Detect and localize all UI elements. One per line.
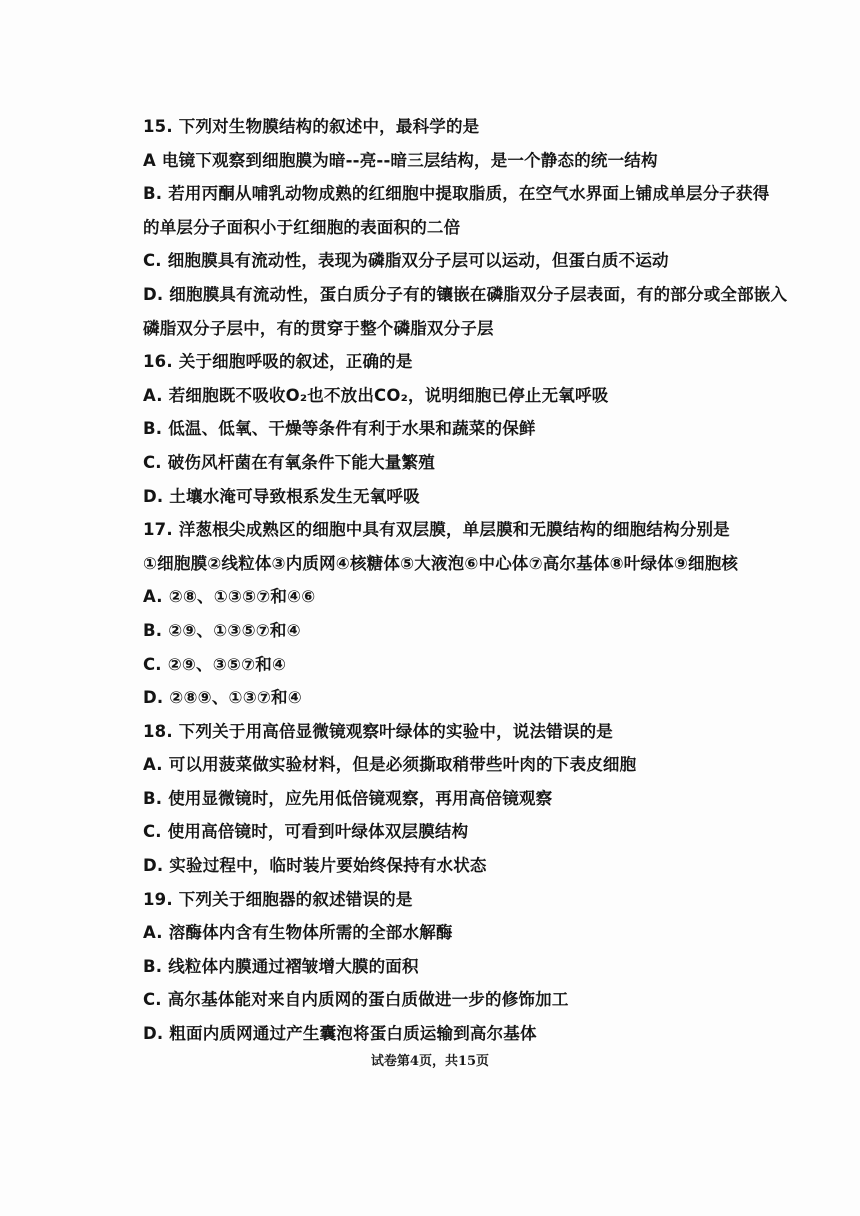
option-b: B. 线粒体内膜通过褶皱增大膜的面积 — [143, 956, 419, 976]
question-title: 15. 下列对生物膜结构的叙述中，最科学的是 — [143, 117, 480, 136]
option-d-continued: 磷脂双分子层中，有的贯穿于整个磷脂双分子层 — [143, 318, 494, 338]
question-list — [143, 110, 823, 1051]
structure-list: ①细胞膜②线粒体③内质网④核糖体⑤大液泡⑥中心体⑦高尔基体⑧叶绿体⑨细胞核 — [143, 553, 739, 573]
question-title: 17. 洋葱根尖成熟区的细胞中具有双层膜，单层膜和无膜结构的细胞结构分别是 — [143, 520, 730, 540]
question-19 — [143, 883, 823, 1051]
option-b: B. ②⑨、①③⑤⑦和④ — [143, 620, 301, 640]
option-a: A. ②⑧、①③⑤⑦和④⑥ — [143, 587, 316, 607]
question-title: 19. 下列关于细胞器的叙述错误的是 — [143, 889, 413, 909]
question-title: 18. 下列关于用高倍显微镜观察叶绿体的实验中，说法错误的是 — [143, 721, 613, 741]
option-d: D. 粗面内质网通过产生囊泡将蛋白质运输到高尔基体 — [143, 1024, 537, 1044]
option-c: C. 高尔基体能对来自内质网的蛋白质做进一步的修饰加工 — [143, 990, 569, 1010]
option-d: D. 土壤水淹可导致根系发生无氧呼吸 — [143, 486, 420, 506]
question-17 — [143, 513, 823, 715]
option-d: D. ②⑧⑨、①③⑦和④ — [143, 688, 302, 708]
option-c: C. 细胞膜具有流动性，表现为磷脂双分子层可以运动，但蛋白质不运动 — [143, 251, 669, 271]
question-title: 16. 关于细胞呼吸的叙述，正确的是 — [143, 352, 413, 372]
question-15 — [143, 110, 823, 345]
option-a: A. 可以用菠菜做实验材料，但是必须撕取稍带些叶肉的下表皮细胞 — [143, 755, 637, 775]
option-c: C. 破伤风杆菌在有氧条件下能大量繁殖 — [143, 452, 435, 472]
option-a: A. 若细胞既不吸收O₂也不放出CO₂，说明细胞已停止无氧呼吸 — [143, 385, 609, 405]
option-d: D. 细胞膜具有流动性，蛋白质分子有的镶嵌在磷脂双分子层表面，有的部分或全部嵌入 — [143, 284, 788, 304]
option-b: B. 使用显微镜时，应先用低倍镜观察，再用高倍镜观察 — [143, 788, 553, 808]
page-footer: 试卷第4页，共15页 — [370, 1054, 490, 1069]
option-b-continued: 的单层分子面积小于红细胞的表面积的二倍 — [143, 217, 461, 237]
option-c: C. 使用高倍镜时，可看到叶绿体双层膜结构 — [143, 822, 469, 842]
option-b: B. 若用丙酮从哺乳动物成熟的红细胞中提取脂质，在空气水界面上铺成单层分子获得 — [143, 184, 770, 204]
option-b: B. 低温、低氧、干燥等条件有利于水果和蔬菜的保鲜 — [143, 419, 536, 439]
question-18 — [143, 715, 823, 883]
question-16 — [143, 345, 823, 513]
option-c: C. ②⑨、③⑤⑦和④ — [143, 654, 287, 674]
option-a: A. 溶酶体内含有生物体所需的全部水解酶 — [143, 923, 453, 943]
option-d: D. 实验过程中，临时装片要始终保持有水状态 — [143, 856, 487, 876]
option-a: A 电镜下观察到细胞膜为暗--亮--暗三层结构，是一个静态的统一结构 — [143, 150, 658, 170]
